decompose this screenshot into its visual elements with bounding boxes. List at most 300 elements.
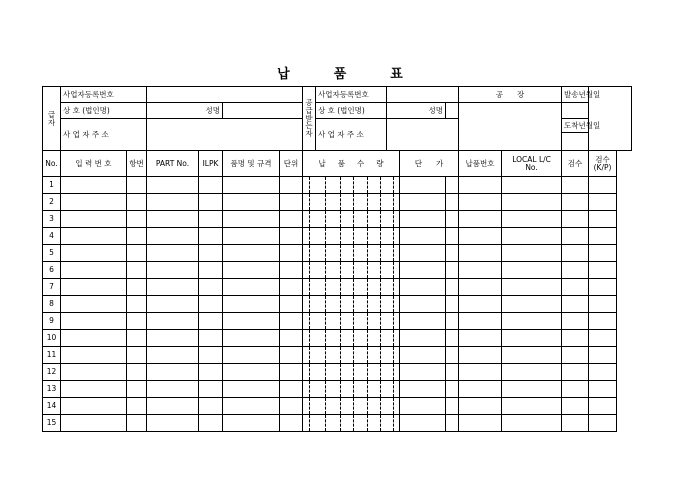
qty-cell[interactable] <box>345 296 362 313</box>
qty-cell[interactable] <box>373 245 387 262</box>
qty-cell[interactable] <box>303 177 316 194</box>
table-cell[interactable] <box>589 262 617 279</box>
table-cell[interactable] <box>223 381 280 398</box>
qty-cell[interactable] <box>303 347 316 364</box>
qty-cell[interactable] <box>373 262 387 279</box>
qty-cell[interactable] <box>316 398 335 415</box>
table-cell[interactable] <box>446 347 459 364</box>
qty-cell[interactable] <box>335 347 345 364</box>
table-cell[interactable] <box>280 364 303 381</box>
qty-cell[interactable] <box>316 228 335 245</box>
table-cell[interactable] <box>127 347 147 364</box>
table-cell[interactable] <box>127 177 147 194</box>
qty-cell[interactable] <box>303 279 316 296</box>
table-cell[interactable] <box>127 313 147 330</box>
qty-cell[interactable] <box>335 398 345 415</box>
table-cell[interactable] <box>280 211 303 228</box>
qty-cell[interactable] <box>316 364 335 381</box>
table-cell[interactable] <box>446 245 459 262</box>
qty-cell[interactable] <box>387 330 400 347</box>
qty-cell[interactable] <box>303 296 316 313</box>
qty-cell[interactable] <box>362 296 373 313</box>
table-cell[interactable] <box>280 228 303 245</box>
table-cell[interactable] <box>127 279 147 296</box>
table-cell[interactable] <box>589 296 617 313</box>
table-cell[interactable] <box>199 177 223 194</box>
table-cell[interactable] <box>459 330 502 347</box>
table-cell[interactable] <box>589 228 617 245</box>
qty-cell[interactable] <box>316 313 335 330</box>
table-cell[interactable] <box>562 279 589 296</box>
qty-cell[interactable] <box>373 313 387 330</box>
qty-cell[interactable] <box>387 313 400 330</box>
table-cell[interactable] <box>127 330 147 347</box>
table-cell[interactable] <box>199 211 223 228</box>
qty-cell[interactable] <box>303 330 316 347</box>
qty-cell[interactable] <box>303 364 316 381</box>
table-cell[interactable] <box>446 313 459 330</box>
table-cell[interactable] <box>280 347 303 364</box>
table-cell[interactable] <box>589 177 617 194</box>
table-cell[interactable] <box>199 262 223 279</box>
qty-cell[interactable] <box>362 398 373 415</box>
qty-cell[interactable] <box>316 381 335 398</box>
table-cell[interactable] <box>446 194 459 211</box>
table-cell[interactable] <box>589 347 617 364</box>
qty-cell[interactable] <box>345 279 362 296</box>
qty-cell[interactable] <box>335 262 345 279</box>
table-cell[interactable] <box>61 177 127 194</box>
table-cell[interactable] <box>459 313 502 330</box>
qty-cell[interactable] <box>303 245 316 262</box>
table-cell[interactable] <box>223 415 280 432</box>
table-cell[interactable] <box>446 279 459 296</box>
qty-cell[interactable] <box>335 296 345 313</box>
qty-cell[interactable] <box>387 381 400 398</box>
qty-cell[interactable] <box>362 228 373 245</box>
table-cell[interactable] <box>127 296 147 313</box>
receiver-address-value[interactable] <box>387 119 459 151</box>
table-cell[interactable] <box>562 381 589 398</box>
table-cell[interactable] <box>459 364 502 381</box>
table-cell[interactable] <box>147 296 199 313</box>
qty-cell[interactable] <box>316 415 335 432</box>
table-cell[interactable] <box>459 415 502 432</box>
table-cell[interactable] <box>223 398 280 415</box>
supplier-rep-value[interactable] <box>223 103 303 119</box>
table-cell[interactable] <box>459 194 502 211</box>
table-cell[interactable] <box>280 194 303 211</box>
table-cell[interactable] <box>459 211 502 228</box>
table-cell[interactable] <box>459 228 502 245</box>
supplier-reg-no-value[interactable] <box>147 87 303 103</box>
table-cell[interactable] <box>446 296 459 313</box>
table-cell[interactable] <box>61 194 127 211</box>
table-cell[interactable] <box>446 381 459 398</box>
table-cell[interactable] <box>589 245 617 262</box>
table-cell[interactable] <box>61 330 127 347</box>
table-cell[interactable] <box>280 381 303 398</box>
qty-cell[interactable] <box>345 177 362 194</box>
qty-cell[interactable] <box>316 296 335 313</box>
receiver-rep-value[interactable] <box>446 103 459 119</box>
table-cell[interactable] <box>280 398 303 415</box>
qty-cell[interactable] <box>303 313 316 330</box>
table-cell[interactable] <box>147 211 199 228</box>
table-cell[interactable] <box>589 330 617 347</box>
table-cell[interactable] <box>589 279 617 296</box>
qty-cell[interactable] <box>373 279 387 296</box>
table-cell[interactable] <box>502 211 562 228</box>
table-cell[interactable] <box>199 364 223 381</box>
table-cell[interactable] <box>280 262 303 279</box>
table-cell[interactable] <box>502 330 562 347</box>
table-cell[interactable] <box>562 296 589 313</box>
table-cell[interactable] <box>147 313 199 330</box>
qty-cell[interactable] <box>373 194 387 211</box>
qty-cell[interactable] <box>373 177 387 194</box>
row-number: 13 <box>43 381 61 398</box>
table-cell[interactable] <box>446 211 459 228</box>
qty-cell[interactable] <box>387 262 400 279</box>
table-cell[interactable] <box>459 245 502 262</box>
table-cell[interactable] <box>502 194 562 211</box>
table-row <box>43 296 632 313</box>
table-cell[interactable] <box>199 296 223 313</box>
table-cell[interactable] <box>147 381 199 398</box>
qty-cell[interactable] <box>387 279 400 296</box>
table-cell[interactable] <box>199 398 223 415</box>
table-cell[interactable] <box>127 262 147 279</box>
qty-cell[interactable] <box>303 415 316 432</box>
qty-cell[interactable] <box>373 364 387 381</box>
qty-cell[interactable] <box>362 211 373 228</box>
ship-date-value[interactable] <box>562 103 589 119</box>
table-cell[interactable] <box>147 330 199 347</box>
table-cell[interactable] <box>562 211 589 228</box>
qty-cell[interactable] <box>387 211 400 228</box>
table-cell[interactable] <box>127 415 147 432</box>
table-cell[interactable] <box>61 279 127 296</box>
table-cell[interactable] <box>502 279 562 296</box>
table-cell[interactable] <box>562 347 589 364</box>
table-cell[interactable] <box>223 245 280 262</box>
table-cell[interactable] <box>400 211 446 228</box>
qty-cell[interactable] <box>316 262 335 279</box>
table-cell[interactable] <box>459 398 502 415</box>
table-cell[interactable] <box>127 211 147 228</box>
table-cell[interactable] <box>280 330 303 347</box>
qty-cell[interactable] <box>335 381 345 398</box>
table-cell[interactable] <box>446 330 459 347</box>
col-item-no: 항번 <box>127 151 147 177</box>
table-cell[interactable] <box>562 228 589 245</box>
qty-cell[interactable] <box>362 313 373 330</box>
qty-cell[interactable] <box>362 194 373 211</box>
table-cell[interactable] <box>61 245 127 262</box>
qty-cell[interactable] <box>316 194 335 211</box>
table-cell[interactable] <box>199 347 223 364</box>
qty-cell[interactable] <box>303 194 316 211</box>
table-cell[interactable] <box>147 177 199 194</box>
qty-cell[interactable] <box>335 364 345 381</box>
table-cell[interactable] <box>502 347 562 364</box>
qty-cell[interactable] <box>362 330 373 347</box>
qty-cell[interactable] <box>362 364 373 381</box>
qty-cell[interactable] <box>345 228 362 245</box>
table-cell[interactable] <box>147 262 199 279</box>
table-row <box>43 211 632 228</box>
table-cell[interactable] <box>562 415 589 432</box>
qty-cell[interactable] <box>362 262 373 279</box>
table-cell[interactable] <box>400 398 446 415</box>
qty-cell[interactable] <box>316 245 335 262</box>
qty-cell[interactable] <box>335 177 345 194</box>
qty-cell[interactable] <box>316 347 335 364</box>
table-cell[interactable] <box>61 313 127 330</box>
supplier-address-value[interactable] <box>147 119 303 151</box>
table-cell[interactable] <box>199 245 223 262</box>
qty-cell[interactable] <box>373 381 387 398</box>
qty-cell[interactable] <box>335 211 345 228</box>
table-cell[interactable] <box>223 211 280 228</box>
table-cell[interactable] <box>459 381 502 398</box>
table-cell[interactable] <box>127 381 147 398</box>
table-cell[interactable] <box>61 398 127 415</box>
table-cell[interactable] <box>446 177 459 194</box>
table-cell[interactable] <box>400 194 446 211</box>
qty-cell[interactable] <box>373 398 387 415</box>
qty-cell[interactable] <box>345 245 362 262</box>
table-cell[interactable] <box>459 347 502 364</box>
qty-cell[interactable] <box>373 347 387 364</box>
table-cell[interactable] <box>400 177 446 194</box>
table-cell[interactable] <box>223 347 280 364</box>
qty-cell[interactable] <box>362 245 373 262</box>
table-cell[interactable] <box>400 228 446 245</box>
qty-cell[interactable] <box>345 398 362 415</box>
table-cell[interactable] <box>280 313 303 330</box>
table-cell[interactable] <box>446 262 459 279</box>
receiver-name-label: 상 호 (법인명) <box>316 103 387 119</box>
qty-cell[interactable] <box>316 279 335 296</box>
table-cell[interactable] <box>446 415 459 432</box>
table-cell[interactable] <box>400 296 446 313</box>
table-cell[interactable] <box>199 330 223 347</box>
qty-cell[interactable] <box>335 245 345 262</box>
qty-cell[interactable] <box>387 228 400 245</box>
table-cell[interactable] <box>127 245 147 262</box>
table-cell[interactable] <box>562 262 589 279</box>
table-cell[interactable] <box>223 364 280 381</box>
table-cell[interactable] <box>61 381 127 398</box>
table-cell[interactable] <box>589 211 617 228</box>
table-cell[interactable] <box>502 245 562 262</box>
qty-cell[interactable] <box>362 415 373 432</box>
table-cell[interactable] <box>280 245 303 262</box>
table-cell[interactable] <box>400 245 446 262</box>
qty-cell[interactable] <box>345 330 362 347</box>
table-cell[interactable] <box>223 296 280 313</box>
table-cell[interactable] <box>223 228 280 245</box>
table-cell[interactable] <box>562 245 589 262</box>
table-cell[interactable] <box>147 415 199 432</box>
table-cell[interactable] <box>199 194 223 211</box>
qty-cell[interactable] <box>387 245 400 262</box>
table-cell[interactable] <box>400 415 446 432</box>
table-cell[interactable] <box>223 279 280 296</box>
qty-cell[interactable] <box>362 279 373 296</box>
qty-cell[interactable] <box>387 398 400 415</box>
qty-cell[interactable] <box>335 279 345 296</box>
table-cell[interactable] <box>459 296 502 313</box>
qty-cell[interactable] <box>387 296 400 313</box>
table-cell[interactable] <box>147 398 199 415</box>
table-cell[interactable] <box>280 296 303 313</box>
qty-cell[interactable] <box>303 262 316 279</box>
qty-cell[interactable] <box>303 228 316 245</box>
table-cell[interactable] <box>223 177 280 194</box>
qty-cell[interactable] <box>387 177 400 194</box>
table-cell[interactable] <box>502 415 562 432</box>
table-cell[interactable] <box>61 211 127 228</box>
table-cell[interactable] <box>199 415 223 432</box>
table-cell[interactable] <box>199 279 223 296</box>
table-cell[interactable] <box>199 313 223 330</box>
qty-cell[interactable] <box>335 194 345 211</box>
qty-cell[interactable] <box>373 415 387 432</box>
table-cell[interactable] <box>61 262 127 279</box>
table-cell[interactable] <box>502 398 562 415</box>
table-cell[interactable] <box>502 296 562 313</box>
table-cell[interactable] <box>147 194 199 211</box>
receiver-reg-no-value[interactable] <box>387 87 459 103</box>
table-cell[interactable] <box>223 194 280 211</box>
qty-cell[interactable] <box>316 177 335 194</box>
qty-cell[interactable] <box>362 347 373 364</box>
qty-cell[interactable] <box>373 296 387 313</box>
table-cell[interactable] <box>147 347 199 364</box>
table-cell[interactable] <box>61 347 127 364</box>
table-cell[interactable] <box>446 228 459 245</box>
table-cell[interactable] <box>127 364 147 381</box>
qty-cell[interactable] <box>345 211 362 228</box>
table-cell[interactable] <box>400 381 446 398</box>
qty-cell[interactable] <box>303 211 316 228</box>
table-cell[interactable] <box>446 364 459 381</box>
table-cell[interactable] <box>589 194 617 211</box>
qty-cell[interactable] <box>335 313 345 330</box>
table-cell[interactable] <box>280 177 303 194</box>
qty-cell[interactable] <box>335 228 345 245</box>
table-cell[interactable] <box>502 313 562 330</box>
table-cell[interactable] <box>562 330 589 347</box>
table-cell[interactable] <box>280 279 303 296</box>
qty-cell[interactable] <box>387 415 400 432</box>
qty-cell[interactable] <box>345 262 362 279</box>
table-cell[interactable] <box>562 398 589 415</box>
table-cell[interactable] <box>589 313 617 330</box>
table-cell[interactable] <box>589 398 617 415</box>
qty-cell[interactable] <box>373 211 387 228</box>
table-cell[interactable] <box>61 415 127 432</box>
arrive-date-value[interactable] <box>562 133 589 151</box>
qty-cell[interactable] <box>345 381 362 398</box>
table-cell[interactable] <box>400 364 446 381</box>
factory-value[interactable] <box>459 103 562 151</box>
table-cell[interactable] <box>400 347 446 364</box>
qty-cell[interactable] <box>373 228 387 245</box>
table-cell[interactable] <box>502 262 562 279</box>
table-cell[interactable] <box>61 364 127 381</box>
qty-cell[interactable] <box>373 330 387 347</box>
table-cell[interactable] <box>199 381 223 398</box>
table-cell[interactable] <box>147 364 199 381</box>
table-cell[interactable] <box>502 364 562 381</box>
table-cell[interactable] <box>147 228 199 245</box>
qty-cell[interactable] <box>303 381 316 398</box>
qty-cell[interactable] <box>362 177 373 194</box>
table-cell[interactable] <box>61 296 127 313</box>
qty-cell[interactable] <box>303 398 316 415</box>
table-cell[interactable] <box>562 194 589 211</box>
qty-cell[interactable] <box>345 194 362 211</box>
table-row <box>43 313 632 330</box>
qty-cell[interactable] <box>345 347 362 364</box>
table-cell[interactable] <box>61 228 127 245</box>
qty-cell[interactable] <box>387 194 400 211</box>
table-cell[interactable] <box>502 177 562 194</box>
qty-cell[interactable] <box>345 313 362 330</box>
table-cell[interactable] <box>280 415 303 432</box>
table-cell[interactable] <box>223 313 280 330</box>
table-cell[interactable] <box>459 177 502 194</box>
table-cell[interactable] <box>589 381 617 398</box>
table-cell[interactable] <box>400 313 446 330</box>
table-cell[interactable] <box>446 398 459 415</box>
table-cell[interactable] <box>459 279 502 296</box>
qty-cell[interactable] <box>316 211 335 228</box>
table-cell[interactable] <box>147 279 199 296</box>
table-cell[interactable] <box>589 415 617 432</box>
qty-cell[interactable] <box>345 364 362 381</box>
table-cell[interactable] <box>400 279 446 296</box>
table-cell[interactable] <box>199 228 223 245</box>
table-cell[interactable] <box>223 330 280 347</box>
table-cell[interactable] <box>502 228 562 245</box>
qty-cell[interactable] <box>387 364 400 381</box>
qty-cell[interactable] <box>335 330 345 347</box>
table-cell[interactable] <box>502 381 562 398</box>
table-cell[interactable] <box>400 262 446 279</box>
table-cell[interactable] <box>562 313 589 330</box>
table-cell[interactable] <box>400 330 446 347</box>
table-cell[interactable] <box>127 228 147 245</box>
qty-cell[interactable] <box>345 415 362 432</box>
table-cell[interactable] <box>127 398 147 415</box>
table-cell[interactable] <box>562 364 589 381</box>
qty-cell[interactable] <box>316 330 335 347</box>
table-cell[interactable] <box>589 364 617 381</box>
qty-cell[interactable] <box>387 347 400 364</box>
table-cell[interactable] <box>223 262 280 279</box>
table-cell[interactable] <box>459 262 502 279</box>
table-cell[interactable] <box>127 194 147 211</box>
table-cell[interactable] <box>147 245 199 262</box>
qty-cell[interactable] <box>335 415 345 432</box>
table-cell[interactable] <box>562 177 589 194</box>
qty-cell[interactable] <box>362 381 373 398</box>
